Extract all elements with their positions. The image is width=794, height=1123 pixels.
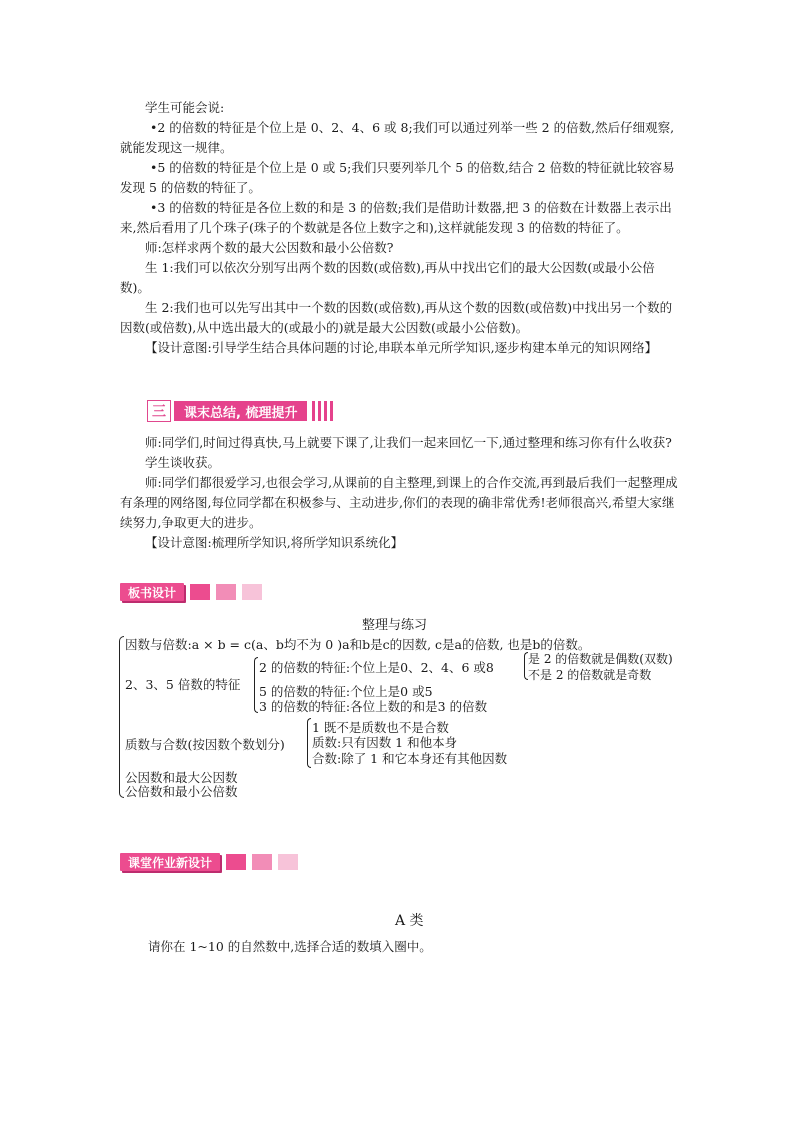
board-multiple-3: 3 的倍数的特征:各位上数的和是3 的倍数: [259, 699, 488, 714]
board-one: 1 既不是质数也不是合数: [312, 720, 449, 735]
category-a-heading: A 类: [395, 913, 424, 929]
board-even: 是 2 的倍数就是偶数(双数): [528, 652, 673, 666]
board-odd: 不是 2 的倍数就是奇数: [528, 668, 652, 682]
design-intent-1: 【设计意图:引导学生结合具体问题的讨论,串联本单元所学知识,逐步构建本单元的知识网络】: [145, 340, 658, 355]
banner-square: [190, 584, 210, 600]
multiples-brace: [254, 657, 258, 713]
section-3-header: [147, 400, 333, 422]
board-design-banner: [120, 583, 262, 601]
homework-banner: [120, 853, 298, 871]
board-lcm: 公倍数和最小公倍数: [125, 784, 238, 799]
teacher-summary-praise: 师:同学们都很爱学习,也很会学习,从课前的自主整理,到课上的合作交流,再到最后我们一起整理成有条理的网络图,每位同学都在积极参与、主动进步,你们的表现的确非常优秀!老师很高兴,希望大家继续努力,争取更大的进步。: [120, 475, 678, 530]
section-stripes: [309, 401, 333, 421]
homework-label: 课堂作业新设计: [120, 853, 220, 871]
board-group-multiples-label: 2、3、5 倍数的特征: [125, 677, 241, 692]
board-group-prime-label: 质数与合数(按因数个数划分): [125, 737, 285, 752]
homework-instruction: 请你在 1~10 的自然数中,选择合适的数填入圈中。: [148, 939, 432, 954]
teacher-summary-question: 师:同学们,时间过得真快,马上就要下课了,让我们一起来回忆一下,通过整理和练习你有什么收获?: [145, 435, 672, 450]
outer-brace: [119, 636, 124, 798]
student-2-answer: 生 2:我们也可以先写出其中一个数的因数(或倍数),再从这个数的因数(或倍数)中找出另一个数的因数(或倍数),从中选出最大的(或最小的)就是最大公因数(或最小公倍数)。: [120, 300, 673, 335]
banner-square: [252, 854, 272, 870]
board-design-label: 板书设计: [120, 583, 184, 601]
design-intent-2: 【设计意图:梳理所学知识,将所学知识系统化】: [145, 535, 404, 550]
board-multiple-5: 5 的倍数的特征:个位上是0 或5: [259, 684, 433, 699]
board-title: 整理与练习: [362, 618, 428, 633]
students-share: 学生谈收获。: [145, 455, 221, 470]
prime-brace: [307, 718, 311, 768]
board-gcf: 公因数和最大公因数: [125, 770, 238, 785]
board-line-factor-multiple: 因数与倍数:a × b = c(a、b均不为 0 )a和b是c的因数, c是a的倍数, 也是b的倍数。: [125, 637, 591, 652]
discussion-intro: 学生可能会说:: [145, 100, 225, 115]
banner-square: [216, 584, 236, 600]
discussion-point-5: •5 的倍数的特征是个位上是 0 或 5;我们只要列举几个 5 的倍数,结合 2 倍数的特征就比较容易发现 5 的倍数的特征了。: [120, 160, 675, 195]
discussion-point-2: •2 的倍数的特征是个位上是 0、2、4、6 或 8;我们可以通过列举一些 2 的倍数,然后仔细观察,就能发现这一规律。: [120, 120, 675, 155]
discussion-block: [120, 98, 680, 358]
banner-square: [226, 854, 246, 870]
banner-square: [278, 854, 298, 870]
discussion-point-3: •3 的倍数的特征是各位上数的和是 3 的倍数;我们是借助计数器,把 3 的倍数在计数器上表示出来,然后看用了几个珠子(珠子的个数就是各位上数字之和),这样就能发现 3 的倍数的特征了。: [120, 200, 672, 235]
board-prime: 质数:只有因数 1 和他本身: [312, 735, 458, 750]
teacher-question: 师:怎样求两个数的最大公因数和最小公倍数?: [145, 240, 394, 255]
summary-block: [120, 433, 680, 553]
banner-square: [242, 584, 262, 600]
student-1-answer: 生 1:我们可以依次分别写出两个数的因数(或倍数),再从中找出它们的最大公因数(或最小公倍数)。: [120, 260, 655, 295]
board-multiple-2: 2 的倍数的特征:个位上是0、2、4、6 或8: [259, 660, 494, 675]
section-number: 三: [147, 400, 171, 422]
board-composite: 合数:除了 1 和它本身还有其他因数: [312, 751, 508, 766]
section-title: 课末总结, 梳理提升: [174, 401, 307, 421]
